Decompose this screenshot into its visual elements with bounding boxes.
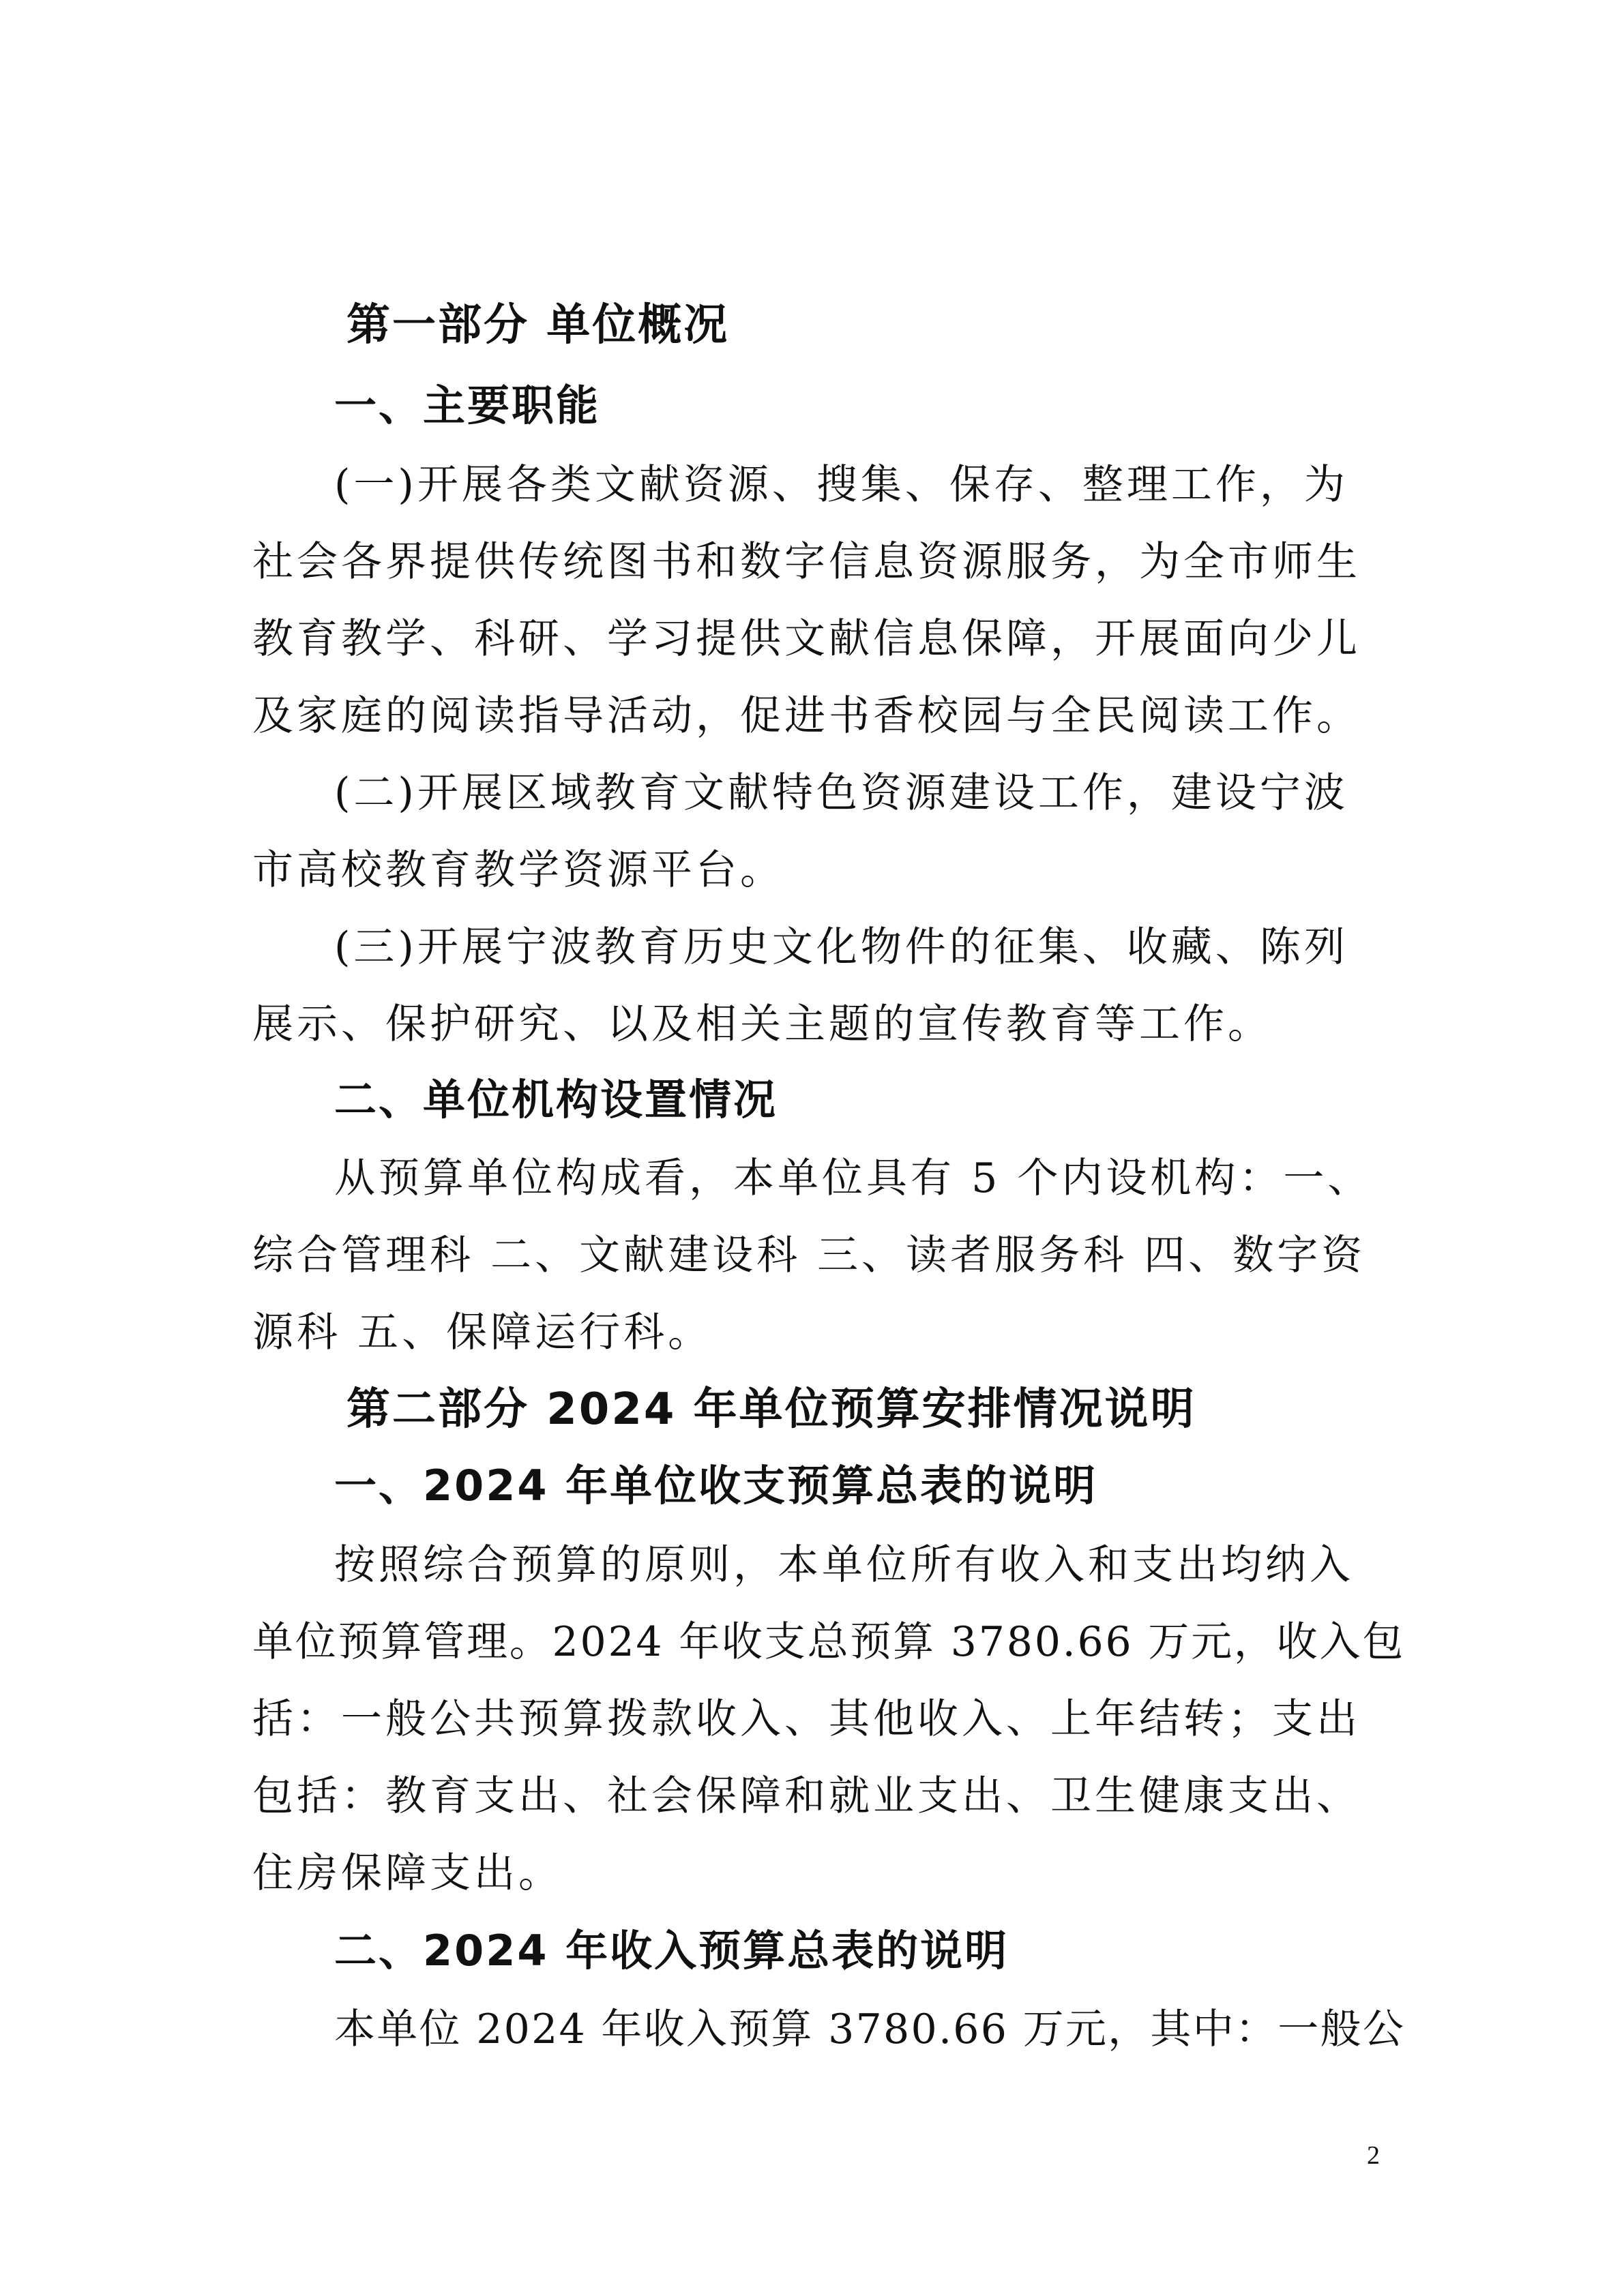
paragraph-line: 源科 五、保障运行科。 — [252, 1309, 713, 1356]
paragraph-line: 从预算单位构成看，本单位具有 5 个内设机构：一、 — [334, 1154, 1372, 1202]
section-heading-budget-total: 一、2024 年单位收支预算总表的说明 — [334, 1461, 1098, 1510]
section-heading-income: 二、2024 年收入预算总表的说明 — [334, 1926, 1009, 1976]
paragraph-line: 按照综合预算的原则，本单位所有收入和支出均纳入 — [334, 1541, 1354, 1589]
paragraph-line: 教育教学、科研、学习提供文献信息保障，开展面向少儿 — [252, 615, 1361, 663]
part-one-title: 第一部分 单位概况 — [346, 300, 730, 351]
paragraph-line: (一)开展各类文献资源、搜集、保存、整理工作，为 — [334, 461, 1348, 509]
paragraph-line: 包括：教育支出、社会保障和就业支出、卫生健康支出、 — [252, 1772, 1361, 1820]
section-heading-organization: 二、单位机构设置情况 — [334, 1075, 778, 1124]
paragraph-line: 住房保障支出。 — [252, 1849, 563, 1897]
paragraph-line: 社会各界提供传统图书和数字信息资源服务，为全市师生 — [252, 538, 1361, 586]
page-number: 2 — [1367, 2141, 1380, 2170]
part-two-title: 第二部分 2024 年单位预算安排情况说明 — [346, 1384, 1196, 1435]
paragraph-line: 括：一般公共预算拨款收入、其他收入、上年结转；支出 — [252, 1695, 1361, 1743]
section-heading-main-functions: 一、主要职能 — [334, 381, 601, 430]
paragraph-line: 综合管理科 二、文献建设科 三、读者服务科 四、数字资 — [252, 1232, 1366, 1279]
paragraph-line: (三)开展宁波教育历史文化物件的征集、收藏、陈列 — [334, 923, 1348, 971]
paragraph-line: 本单位 2024 年收入预算 3780.66 万元，其中：一般公 — [334, 2006, 1406, 2053]
paragraph-line: 展示、保护研究、以及相关主题的宣传教育等工作。 — [252, 1000, 1272, 1048]
paragraph-line: 单位预算管理。2024 年收支总预算 3780.66 万元，收入包 — [252, 1618, 1406, 1666]
paragraph-line: 及家庭的阅读指导活动，促进书香校园与全民阅读工作。 — [252, 692, 1361, 740]
paragraph-line: (二)开展区域教育文献特色资源建设工作，建设宁波 — [334, 769, 1348, 817]
paragraph-line: 市高校教育教学资源平台。 — [252, 846, 784, 894]
